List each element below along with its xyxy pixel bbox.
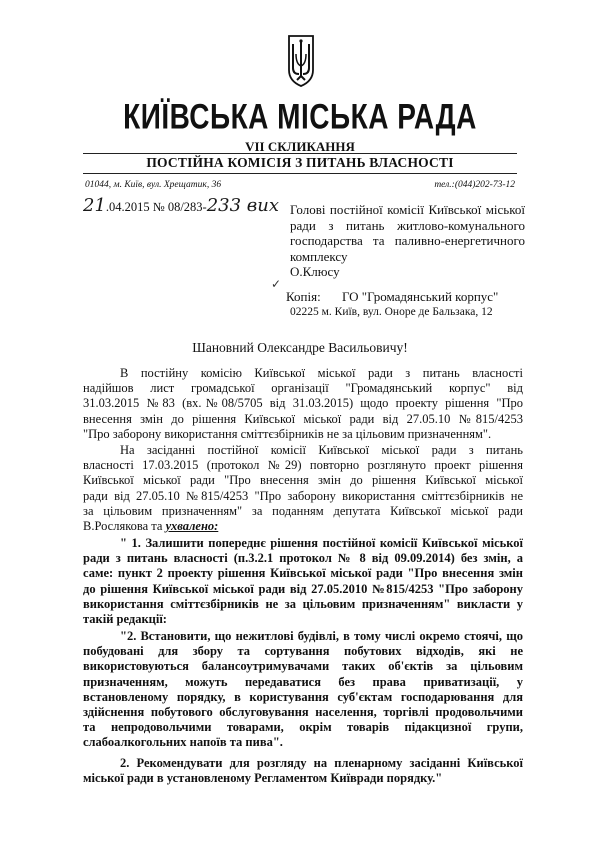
text-line: слабоалкогольних напоїв та пива". — [83, 735, 283, 750]
text-line: до рішення Київської міської ради від 27.05.2010 №815/4253 "Про заборону — [83, 581, 523, 596]
text-line: "Про заборону використання сміттєзбірників не за цільовим призначенням". — [83, 426, 492, 441]
text-line: та непродовольчими товарами, окрім товарів підакцизної групи, — [83, 720, 523, 735]
text-line: Київської міської ради "Про внесення змін до рішення Київської міської — [83, 473, 523, 488]
paragraph-incoming-letter — [83, 366, 523, 442]
text-line: використання сміттєзбірників не за цільовим призначенням" викласти у — [83, 596, 523, 611]
copy-label: Копія: — [286, 289, 321, 304]
copy-recipient-address: 02225 м. Київ, вул. Оноре де Бальзака, 12 — [290, 306, 493, 318]
addressee-block — [290, 202, 525, 280]
text-line: саме: пункт 2 проекту рішення Київської міської ради "Про внесення змін — [83, 566, 523, 581]
handwritten-outgoing-number: 233 вих — [206, 195, 280, 216]
text-line — [83, 519, 523, 534]
salutation: Шановний Олександре Васильовичу! — [192, 340, 408, 355]
text-line: за цільовим призначенням" за поданням депутата Київської міської ради — [83, 503, 523, 518]
text-line: 31.03.2015 №83 (вх.№08/5705 від 31.03.2015) щодо проекту рішення "Про — [83, 396, 523, 411]
sender-address: 01044, м. Київ, вул. Хрещатик, 36 — [85, 180, 222, 190]
check-mark-icon: ✓ — [271, 277, 282, 291]
text-line: власності 17.03.2015 (протокол №29) повторно розглянуто проект рішення — [83, 458, 523, 473]
text-line: побудовані для збору та сортування побутових відходів, які не — [83, 644, 523, 659]
paragraph-meeting — [83, 443, 523, 534]
text-line: здійснення побутового обслуговування населення, торгівлі продовольчими — [83, 705, 523, 720]
sender-phone: тел.:(044)202-73-12 — [434, 180, 515, 190]
text-line: встановленому порядку, в користування суб'єктам господарювання для — [83, 689, 523, 704]
text-line: надійшов лист громадської організації "Громадянський корпус" від — [83, 381, 523, 396]
text-line: призначенням, можуть передаватися без права приватизації, у — [83, 674, 523, 689]
reference-date-number: .04.2015 № 08/283- — [105, 200, 207, 214]
copy-recipient — [268, 289, 498, 305]
text-line: ради від 27.05.10 №815/4253 "Про заборону використання сміттєзбірників не — [83, 488, 523, 503]
addressee-line: Голові постійної комісії Київської міської — [290, 202, 525, 217]
text-line: ради з питань власності (п.3.2.1 протокол № 8 від 09.09.2014) без змін, а — [83, 551, 523, 566]
decision-keyword: ухвалено: — [165, 519, 219, 534]
text-line: "2. Встановити, що нежитлові будівлі, в тому числі окремо стоячі, що — [120, 629, 523, 643]
tryzub-coat-of-arms-icon — [287, 34, 315, 88]
text-line: 2. Рекомендувати для розгляду на пленарному засіданні Київської — [120, 756, 523, 770]
commission-title: ПОСТІЙНА КОМІСІЯ З ПИТАНЬ ВЛАСНОСТІ — [146, 155, 454, 170]
text-line: В постійну комісію Київської міської ради з питань власності — [120, 366, 523, 380]
decision-item-2 — [83, 756, 523, 786]
copy-recipient-name: ГО "Громадянський корпус" — [341, 289, 499, 304]
text-line: використовуються балансоутримувачами таких об'єктів за цільовим — [83, 659, 523, 674]
text-line: міської ради в установленому Регламентом Київради порядку." — [83, 771, 443, 786]
handwritten-day: 21 — [83, 195, 106, 216]
decision-item-1-wording — [83, 629, 523, 751]
text-line: внесення змін до рішення Київської міської ради від 27.05.10 №815/4253 — [83, 411, 523, 426]
organization-title: КИЇВСЬКА МІСЬКА РАДА — [123, 97, 477, 136]
text-line: На засіданні постійної комісії Київської міської ради з питань — [120, 443, 523, 457]
addressee-line: комплексу — [290, 248, 348, 264]
text-line: такій редакції: — [83, 612, 167, 627]
addressee-name: О.Клюсу — [290, 264, 340, 279]
text-line: " 1. Залишити попереднє рішення постійної комісії Київської міської — [120, 536, 523, 550]
decision-item-1 — [83, 536, 523, 627]
addressee-line: ради з питань житлово-комунального — [290, 217, 525, 233]
deputy-name: В.Рослякова та — [83, 519, 166, 534]
convocation: VII СКЛИКАННЯ — [245, 139, 355, 154]
addressee-line: господарства та паливно-енергетичного — [290, 233, 525, 248]
header-divider-top — [83, 153, 517, 154]
outgoing-reference — [83, 195, 279, 216]
header-divider-bottom — [83, 173, 517, 174]
